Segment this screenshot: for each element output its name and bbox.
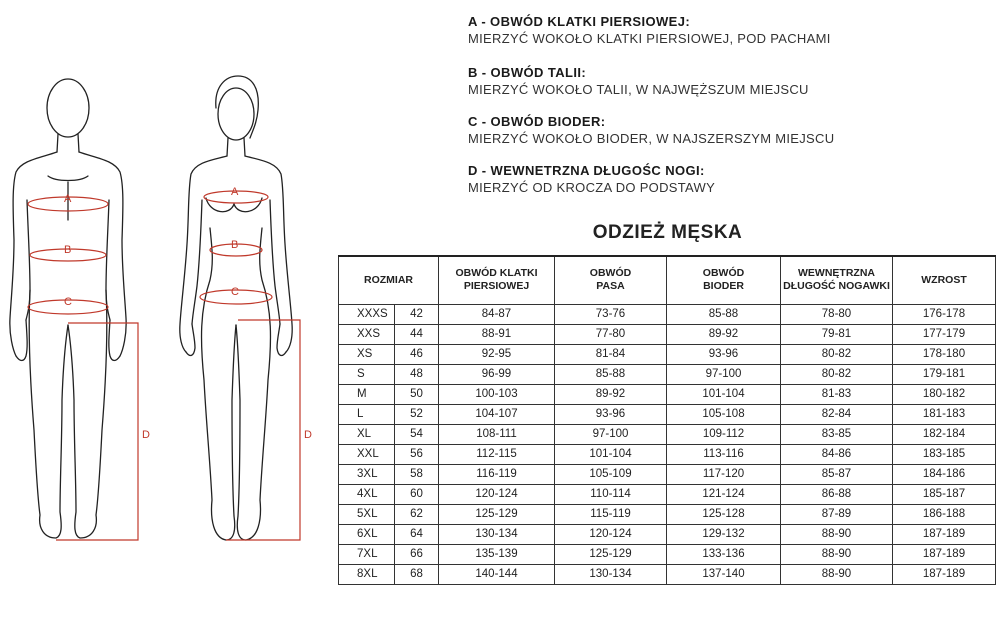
cell-eu: 56 <box>395 444 439 464</box>
header-line: WEWNĘTRZNA <box>798 267 875 280</box>
cell-waist: 73-76 <box>555 304 667 324</box>
size-table <box>338 255 996 585</box>
cell-hips: 85-88 <box>667 304 781 324</box>
legend-desc: MIERZYĆ OD KROCZA DO PODSTAWY <box>468 180 716 195</box>
cell-height: 182-184 <box>893 424 996 444</box>
table-row <box>339 424 996 444</box>
table-row <box>339 324 996 344</box>
cell-chest: 108-111 <box>439 424 555 444</box>
cell-size: XXS <box>339 324 395 344</box>
header-line: OBWÓD <box>589 267 632 280</box>
table-header-row <box>339 256 996 304</box>
cell-height: 183-185 <box>893 444 996 464</box>
header-line: DŁUGOŚĆ NOGAWKI <box>783 280 890 293</box>
cell-waist: 93-96 <box>555 404 667 424</box>
cell-waist: 89-92 <box>555 384 667 404</box>
cell-inseam: 84-86 <box>781 444 893 464</box>
legend-title: A - OBWÓD KLATKI PIERSIOWEJ: <box>468 14 691 29</box>
cell-inseam: 80-82 <box>781 364 893 384</box>
cell-waist: 110-114 <box>555 484 667 504</box>
table-row <box>339 404 996 424</box>
cell-eu: 42 <box>395 304 439 324</box>
header-line: OBWÓD KLATKI <box>455 267 538 280</box>
cell-height: 178-180 <box>893 344 996 364</box>
cell-eu: 44 <box>395 324 439 344</box>
male-label-c: C <box>64 296 72 308</box>
cell-chest: 140-144 <box>439 564 555 584</box>
cell-height: 187-189 <box>893 524 996 544</box>
header-line: BIODER <box>703 280 744 293</box>
legend-title: C - OBWÓD BIODER: <box>468 114 606 129</box>
legend-title: D - WEWNETRZNA DŁUGOŚC NOGI: <box>468 163 705 178</box>
cell-hips: 93-96 <box>667 344 781 364</box>
cell-chest: 130-134 <box>439 524 555 544</box>
cell-size: XL <box>339 424 395 444</box>
cell-hips: 129-132 <box>667 524 781 544</box>
cell-eu: 58 <box>395 464 439 484</box>
cell-eu: 50 <box>395 384 439 404</box>
cell-hips: 101-104 <box>667 384 781 404</box>
cell-size: XXL <box>339 444 395 464</box>
male-figure <box>10 79 126 538</box>
header-line: PASA <box>596 280 625 293</box>
header-line: PIERSIOWEJ <box>463 280 530 293</box>
cell-inseam: 87-89 <box>781 504 893 524</box>
cell-height: 176-178 <box>893 304 996 324</box>
table-row <box>339 384 996 404</box>
cell-waist: 130-134 <box>555 564 667 584</box>
cell-hips: 89-92 <box>667 324 781 344</box>
header-size <box>339 256 439 304</box>
female-label-b: B <box>231 239 239 251</box>
cell-eu: 54 <box>395 424 439 444</box>
cell-waist: 85-88 <box>555 364 667 384</box>
cell-hips: 105-108 <box>667 404 781 424</box>
cell-eu: 66 <box>395 544 439 564</box>
cell-chest: 104-107 <box>439 404 555 424</box>
legend-desc: MIERZYĆ WOKOŁO TALII, W NAJWĘŻSZUM MIEJSCU <box>468 82 809 97</box>
table-row <box>339 504 996 524</box>
cell-waist: 125-129 <box>555 544 667 564</box>
header-height <box>893 256 996 304</box>
cell-size: L <box>339 404 395 424</box>
cell-chest: 100-103 <box>439 384 555 404</box>
cell-eu: 46 <box>395 344 439 364</box>
table-row <box>339 524 996 544</box>
header-chest <box>439 256 555 304</box>
cell-hips: 113-116 <box>667 444 781 464</box>
cell-size: 6XL <box>339 524 395 544</box>
cell-size: 7XL <box>339 544 395 564</box>
table-row <box>339 304 996 324</box>
cell-inseam: 83-85 <box>781 424 893 444</box>
cell-eu: 62 <box>395 504 439 524</box>
female-label-c: C <box>231 286 239 298</box>
table-row <box>339 484 996 504</box>
table-row <box>339 544 996 564</box>
cell-hips: 125-128 <box>667 504 781 524</box>
cell-eu: 64 <box>395 524 439 544</box>
cell-chest: 96-99 <box>439 364 555 384</box>
cell-size: S <box>339 364 395 384</box>
size-rows <box>339 304 996 584</box>
female-figure <box>180 76 292 540</box>
cell-size: 4XL <box>339 484 395 504</box>
cell-height: 187-189 <box>893 564 996 584</box>
body-figures <box>0 0 340 626</box>
cell-chest: 120-124 <box>439 484 555 504</box>
cell-inseam: 85-87 <box>781 464 893 484</box>
cell-inseam: 78-80 <box>781 304 893 324</box>
cell-inseam: 86-88 <box>781 484 893 504</box>
cell-size: 8XL <box>339 564 395 584</box>
legend-desc: MIERZYĆ WOKOŁO KLATKI PIERSIOWEJ, POD PACHAMI <box>468 31 831 46</box>
cell-waist: 105-109 <box>555 464 667 484</box>
male-label-d: D <box>142 429 150 441</box>
cell-chest: 84-87 <box>439 304 555 324</box>
header-line: OBWÓD <box>702 267 745 280</box>
table-title: ODZIEŻ MĘSKA <box>592 222 743 243</box>
cell-hips: 137-140 <box>667 564 781 584</box>
cell-chest: 92-95 <box>439 344 555 364</box>
cell-size: XXXS <box>339 304 395 324</box>
cell-size: 3XL <box>339 464 395 484</box>
legend-desc: MIERZYĆ WOKOŁO BIODER, W NAJSZERSZYM MIEJSCU <box>468 131 835 146</box>
cell-chest: 116-119 <box>439 464 555 484</box>
legend-item-d <box>468 163 988 196</box>
cell-eu: 52 <box>395 404 439 424</box>
cell-height: 187-189 <box>893 544 996 564</box>
female-label-a: A <box>231 186 239 198</box>
cell-eu: 68 <box>395 564 439 584</box>
cell-height: 185-187 <box>893 484 996 504</box>
cell-inseam: 79-81 <box>781 324 893 344</box>
cell-inseam: 88-90 <box>781 524 893 544</box>
cell-inseam: 80-82 <box>781 344 893 364</box>
cell-hips: 117-120 <box>667 464 781 484</box>
male-label-a: A <box>64 193 72 205</box>
header-waist <box>555 256 667 304</box>
cell-hips: 121-124 <box>667 484 781 504</box>
cell-chest: 125-129 <box>439 504 555 524</box>
cell-hips: 133-136 <box>667 544 781 564</box>
cell-inseam: 88-90 <box>781 564 893 584</box>
cell-height: 186-188 <box>893 504 996 524</box>
header-size-label: ROZMIAR <box>364 273 413 286</box>
cell-chest: 112-115 <box>439 444 555 464</box>
cell-inseam: 88-90 <box>781 544 893 564</box>
table-row <box>339 364 996 384</box>
legend-title: B - OBWÓD TALII: <box>468 65 587 80</box>
header-inseam <box>781 256 893 304</box>
legend-item-b <box>468 65 988 98</box>
cell-chest: 88-91 <box>439 324 555 344</box>
cell-inseam: 81-83 <box>781 384 893 404</box>
cell-chest: 135-139 <box>439 544 555 564</box>
cell-size: M <box>339 384 395 404</box>
cell-waist: 77-80 <box>555 324 667 344</box>
cell-waist: 120-124 <box>555 524 667 544</box>
cell-height: 179-181 <box>893 364 996 384</box>
cell-waist: 115-119 <box>555 504 667 524</box>
table-row <box>339 464 996 484</box>
header-hips <box>667 256 781 304</box>
table-row <box>339 344 996 364</box>
cell-inseam: 82-84 <box>781 404 893 424</box>
cell-hips: 97-100 <box>667 364 781 384</box>
cell-waist: 81-84 <box>555 344 667 364</box>
cell-height: 180-182 <box>893 384 996 404</box>
table-row <box>339 564 996 584</box>
female-label-d: D <box>304 429 312 441</box>
cell-waist: 97-100 <box>555 424 667 444</box>
cell-hips: 109-112 <box>667 424 781 444</box>
cell-eu: 60 <box>395 484 439 504</box>
cell-height: 184-186 <box>893 464 996 484</box>
cell-waist: 101-104 <box>555 444 667 464</box>
cell-size: XS <box>339 344 395 364</box>
cell-size: 5XL <box>339 504 395 524</box>
legend-item-c <box>468 114 988 147</box>
legend-item-a <box>468 14 988 47</box>
cell-height: 177-179 <box>893 324 996 344</box>
header-line: WZROST <box>921 273 967 286</box>
male-label-b: B <box>64 244 72 256</box>
table-row <box>339 444 996 464</box>
cell-height: 181-183 <box>893 404 996 424</box>
cell-eu: 48 <box>395 364 439 384</box>
